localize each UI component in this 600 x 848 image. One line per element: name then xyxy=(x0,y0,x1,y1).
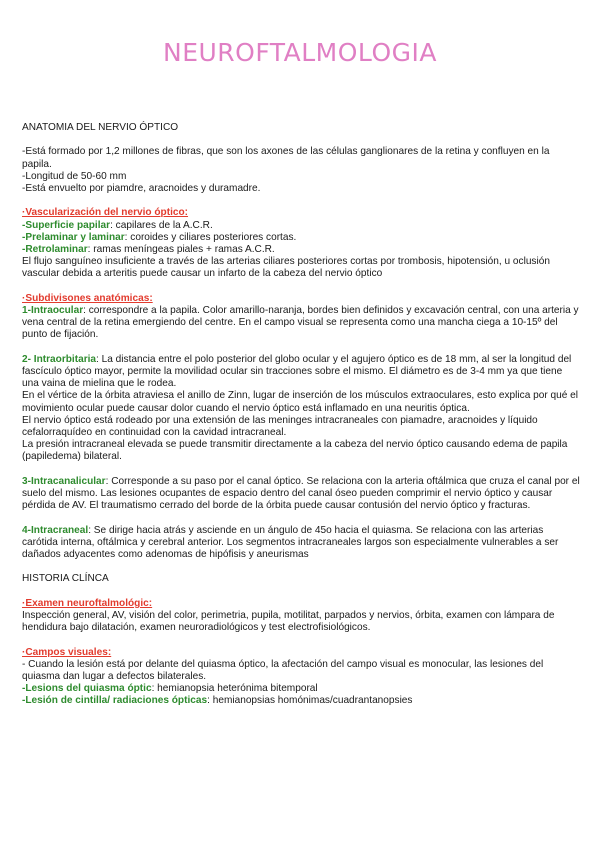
section-intracraneal xyxy=(22,525,580,562)
section-campos xyxy=(22,647,580,708)
intraocular-label: 1-Intraocular xyxy=(22,305,84,316)
vasc-item-label: -Prelaminar y laminar xyxy=(22,231,125,243)
intracraneal-label: 4-Intracraneal xyxy=(22,524,89,536)
anatomia-line: -Está formado por 1,2 millones de fibras, que son los axones de las células ganglionares de la retina y confluyen en la papila. xyxy=(22,146,550,170)
document-body xyxy=(22,122,580,720)
intraorbitaria-label: 2- Intraorbitaria xyxy=(22,353,97,365)
campos-item xyxy=(22,683,580,695)
campos-item xyxy=(22,695,580,707)
section-vascularizacion xyxy=(22,207,580,280)
section-intracanalicular xyxy=(22,476,580,513)
intraorbitaria-text: : La distancia entre el polo posterior del globo ocular y el agujero óptico es de 18 mm, al ser la longitud del fascículo óptico mayor, permite la movilidad ocular sin tracciones sobre el mismo. El diámetro es de 3-4 mm ya que tiene una vaina de mielina que le rodea. xyxy=(22,353,572,390)
section-examen xyxy=(22,598,580,635)
vasc-item-text: : capilares de la A.C.R. xyxy=(110,219,213,231)
campos-item-text: : hemianopsia heterónima bitemporal xyxy=(151,683,318,695)
campos-text: - Cuando la lesión está por delante del quiasma óptico, la afectación del campo visual es monocular, las lesiones del quiasma dan lugar a defectos bilaterales. xyxy=(22,658,544,682)
subheading-subdivisiones: ·Subdivisones anatómicas: xyxy=(22,292,153,304)
page-title: NEUROFTALMOLOGIA xyxy=(163,38,437,67)
vasc-item-text: : coroides y ciliares posteriores cortas. xyxy=(124,231,297,243)
anatomia-line: -Está envuelto por piamdre, aracnoides y duramadre. xyxy=(22,183,261,194)
section-anatomia xyxy=(22,122,580,195)
examen-text: Inspección general, AV, visión del color, perimetria, pupila, motilitat, parpados y nervios, órbita, examen con lámpara de hendidura bajo dilatación, examen neuroradiológicos y test electrofisiológicos. xyxy=(22,610,555,634)
intraorbitaria-paragraph xyxy=(22,354,580,391)
intracanalicular-label: 3-Intracanalicular xyxy=(22,475,106,487)
campos-item-label: -Lesión de cintilla/ radiaciones ópticas xyxy=(22,695,208,707)
vasc-item xyxy=(22,244,580,256)
intraorbitaria-paragraph: En el vértice de la órbita atraviesa el anillo de Zinn, lugar de inserción de los músculos extraoculares, esto explica por qué el movimiento ocular puede causar dolor cuando el nervio óptico está inflamado en una neuritis óptica. xyxy=(22,390,579,414)
vasc-item-label: -Retrolaminar xyxy=(22,244,88,255)
section-historia xyxy=(22,573,580,585)
intracanalicular-text: : Corresponde a su paso por el canal óptico. Se relaciona con la arteria oftálmica que cruza el canal por el suelo del mismo. Las lesiones ocupantes de espacio dentro del canal óseo pueden comprimir el nervio óptico y causar pérdida de AV. El traumatismo cerrado del borde de la órbita puede causar contusión del nervio óptico y fracturas. xyxy=(22,475,580,512)
vasc-item-text: : ramas meníngeas piales + ramas A.C.R. xyxy=(87,244,275,255)
intraocular-paragraph xyxy=(22,305,580,342)
intracraneal-paragraph xyxy=(22,525,580,562)
subheading-vascularizacion: ·Vascularización del nervio óptico: xyxy=(22,207,189,219)
section-intraorbitaria xyxy=(22,354,580,464)
intraorbitaria-paragraph: La presión intracraneal elevada se puede transmitir directamente a la cabeza del nervio óptico causando edema de papila (papiledema) bilateral. xyxy=(22,439,568,463)
intracraneal-text: : Se dirige hacia atrás y asciende en un ángulo de 45o hacia el quiasma. Se relaciona con las arterias carótida interna, oftálmica y cerebral anterior. Los segmentos intracraneales largos son especialmente vulnerables a ser dañados adyacentes como adenomas de hipófisis y aneurismas xyxy=(22,524,559,561)
vasc-item xyxy=(22,220,580,232)
intraocular-text: : correspondre a la papila. Color amarillo-naranja, bordes bien definidos y excavación central, con una arteria y vena central de la retina emergiendo del centre. En el campo visual se representa como una mancha ciega a 10-15º del punto de fijación. xyxy=(22,305,579,341)
subheading-campos: ·Campos visuales: xyxy=(22,646,112,658)
vasc-item-label: -Superficie papilar xyxy=(22,219,111,231)
section-heading-historia: HISTORIA CLÍNCA xyxy=(22,573,109,585)
intraorbitaria-paragraph: El nervio óptico está rodeado por una extensión de las meninges intracraneales con piamadre, aracnoides y líquido cefalorraquídeo en continuidad con la cavidad intracraneal. xyxy=(22,414,538,439)
campos-item-label: -Lesions del quiasma óptic xyxy=(22,683,152,695)
anatomia-line: -Longitud de 50-60 mm xyxy=(22,170,127,182)
section-heading-anatomia: ANATOMIA DEL NERVIO ÓPTICO xyxy=(22,122,179,133)
section-subdivisiones xyxy=(22,293,580,342)
subheading-examen: ·Examen neuroftalmológic: xyxy=(22,597,153,609)
vasc-note: El flujo sanguíneo insuficiente a través de las arterias ciliares posteriores cortas por trombosis, hipotensión, u oclusión vascular debida a arteritis puede causar un infarto de la cabeza del nervio óptico xyxy=(22,256,550,280)
campos-item-text: : hemianopsias homónimas/cuadrantanopsies xyxy=(207,695,413,707)
intracanalicular-paragraph xyxy=(22,476,580,513)
vasc-item xyxy=(22,232,580,244)
